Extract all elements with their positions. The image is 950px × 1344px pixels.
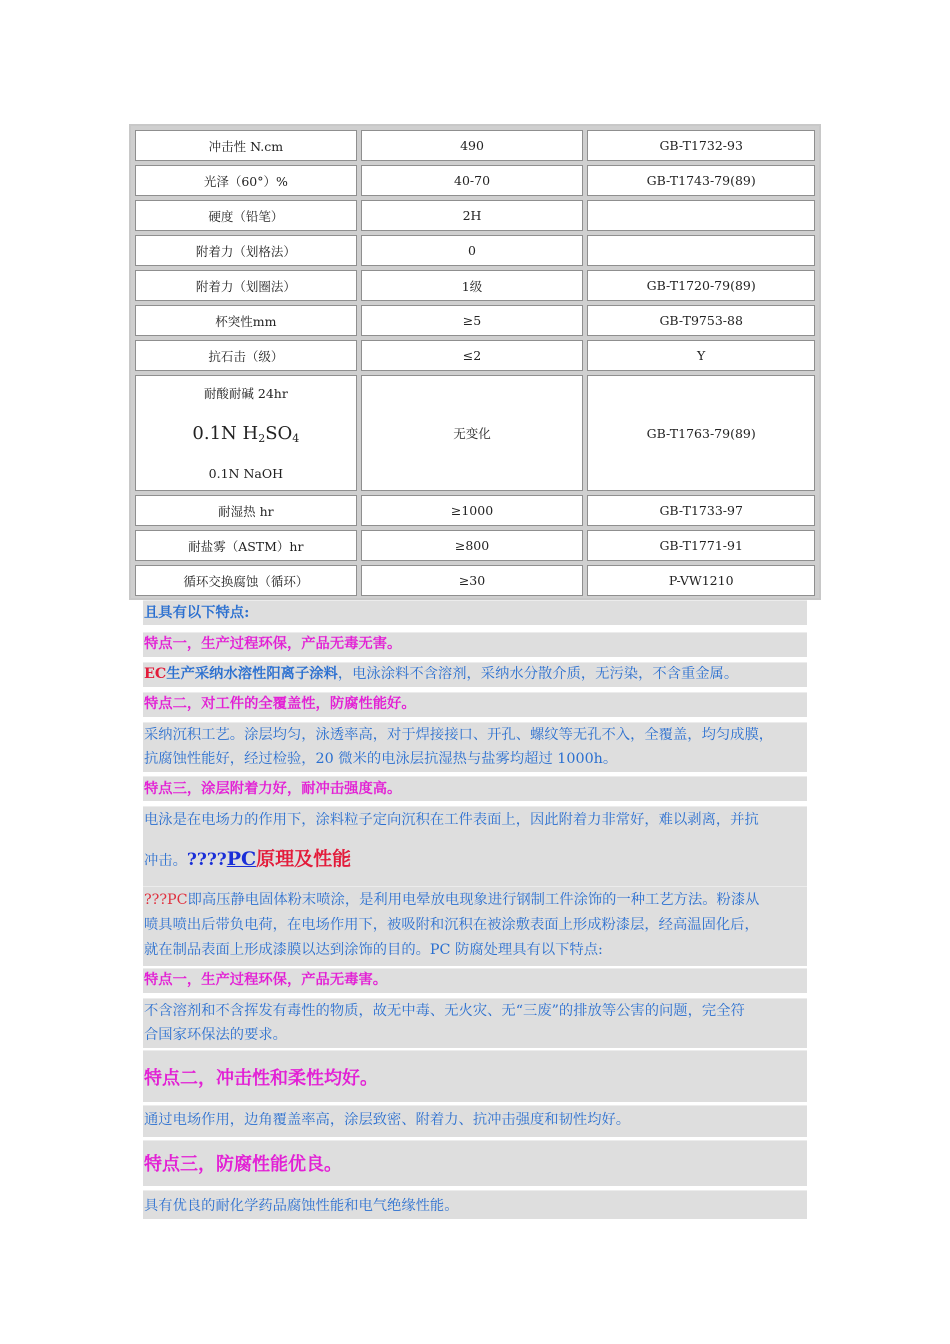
- property-standard: GB-T1743-79(89): [587, 165, 815, 196]
- property-value: ≥1000: [361, 495, 584, 526]
- table-row: [135, 130, 815, 161]
- table-row: [135, 375, 815, 491]
- property-name: 光泽（60°）%: [135, 165, 357, 196]
- table-row: [135, 530, 815, 561]
- property-value: 2H: [361, 200, 584, 231]
- paragraph-line: 合国家环保法的要求。: [144, 1027, 287, 1043]
- table-row: [135, 565, 815, 596]
- property-value: ≤2: [361, 340, 584, 371]
- feature-heading: 特点一，生产过程环保，产品无毒无害。: [144, 636, 402, 652]
- table-row: [135, 495, 815, 526]
- table-row: [135, 305, 815, 336]
- property-value: ≥30: [361, 565, 584, 596]
- property-standard: GB-T1732-93: [587, 130, 815, 161]
- table-row: [135, 165, 815, 196]
- property-name-line: 0.1N NaOH: [208, 466, 284, 481]
- paragraph-line: 具有优良的耐化学药品腐蚀性能和电气绝缘性能。: [144, 1198, 459, 1214]
- property-standard: GB-T1771-91: [587, 530, 815, 561]
- property-value: 0: [361, 235, 584, 266]
- table-row: [135, 340, 815, 371]
- property-name: 附着力（划格法）: [135, 235, 357, 266]
- property-name: 耐湿热 hr: [135, 495, 357, 526]
- pc-heading-line: 冲击。????PC原理及性能: [144, 848, 352, 870]
- property-value: 1级: [361, 270, 584, 301]
- property-name-line: 耐酸耐碱 24hr: [203, 386, 288, 401]
- feature-heading: 特点二，冲击性和柔性均好。: [144, 1068, 378, 1089]
- feature-heading: 特点一，生产过程环保，产品无毒害。: [144, 972, 388, 988]
- table-row: [135, 200, 815, 231]
- property-name: 耐盐雾（ASTM）hr: [135, 530, 357, 561]
- ec-paragraph: EC生产采纳水溶性阳离子涂料，电泳涂料不含溶剂，采纳水分散介质，无污染，不含重金属。: [144, 666, 739, 682]
- property-value: 无变化: [361, 375, 584, 491]
- property-value: 40-70: [361, 165, 584, 196]
- property-name: 循环交换腐蚀（循环）: [135, 565, 357, 596]
- property-name: 冲击性 N.cm: [135, 130, 357, 161]
- pc-link[interactable]: PC: [226, 848, 257, 870]
- paragraph-line: 就在制品表面上形成漆膜以达到涂饰的目的。PC 防腐处理具有以下特点:: [144, 942, 603, 958]
- property-value: ≥800: [361, 530, 584, 561]
- property-standard: GB-T1733-97: [587, 495, 815, 526]
- intro-line: 且具有以下特点:: [144, 605, 250, 621]
- formula-text: 0.1N $H_2SO_4$: [192, 423, 300, 445]
- property-standard: GB-T1720-79(89): [587, 270, 815, 301]
- properties-table: [129, 124, 821, 600]
- paragraph-line: 通过电场作用，边角覆盖率高，涂层致密、附着力、抗冲击强度和韧性均好。: [144, 1112, 631, 1128]
- property-standard: P-VW1210: [587, 565, 815, 596]
- property-name: 杯突性mm: [135, 305, 357, 336]
- table-row: [135, 235, 815, 266]
- paragraph-line: 抗腐蚀性能好，经过检验，20 微米的电泳层抗湿热与盐雾均超过 1000h。: [144, 751, 618, 767]
- property-value: ≥5: [361, 305, 584, 336]
- table-row: [135, 270, 815, 301]
- paragraph-line: 喷具喷出后带负电荷，在电场作用下，被吸附和沉积在被涂敷表面上形成粉漆层，经高温固化后，: [144, 917, 759, 933]
- feature-heading: 特点三，涂层附着力好，耐冲击强度高。: [144, 781, 402, 797]
- property-standard: GB-T9753-88: [587, 305, 815, 336]
- feature-heading: 特点二，对工件的全覆盖性，防腐性能好。: [144, 696, 416, 712]
- paragraph-line: 不含溶剂和不含挥发有毒性的物质，故无中毒、无火灾、无“三废”的排放等公害的问题，完全符: [144, 1003, 745, 1019]
- property-standard: [587, 235, 815, 266]
- property-name: 附着力（划圈法）: [135, 270, 357, 301]
- property-standard: Y: [587, 340, 815, 371]
- pc-paragraph-line: ???PC即高压静电固体粉末喷涂，是利用电晕放电现象进行钢制工件涂饰的一种工艺方法。粉漆从: [144, 892, 760, 908]
- property-name: [135, 375, 357, 491]
- property-standard: GB-T1763-79(89): [587, 375, 815, 491]
- property-name: 硬度（铅笔）: [135, 200, 357, 231]
- feature-heading: 特点三，防腐性能优良。: [144, 1154, 342, 1175]
- paragraph-line: 采纳沉积工艺。涂层均匀，泳透率高，对于焊接接口、开孔、螺纹等无孔不入，全覆盖，均匀成膜，: [144, 727, 774, 743]
- property-standard: [587, 200, 815, 231]
- property-name: 抗石击（级）: [135, 340, 357, 371]
- property-value: 490: [361, 130, 584, 161]
- paragraph-line: 电泳是在电场力的作用下，涂料粒子定向沉积在工件表面上，因此附着力非常好，难以剥离，并抗: [144, 812, 759, 828]
